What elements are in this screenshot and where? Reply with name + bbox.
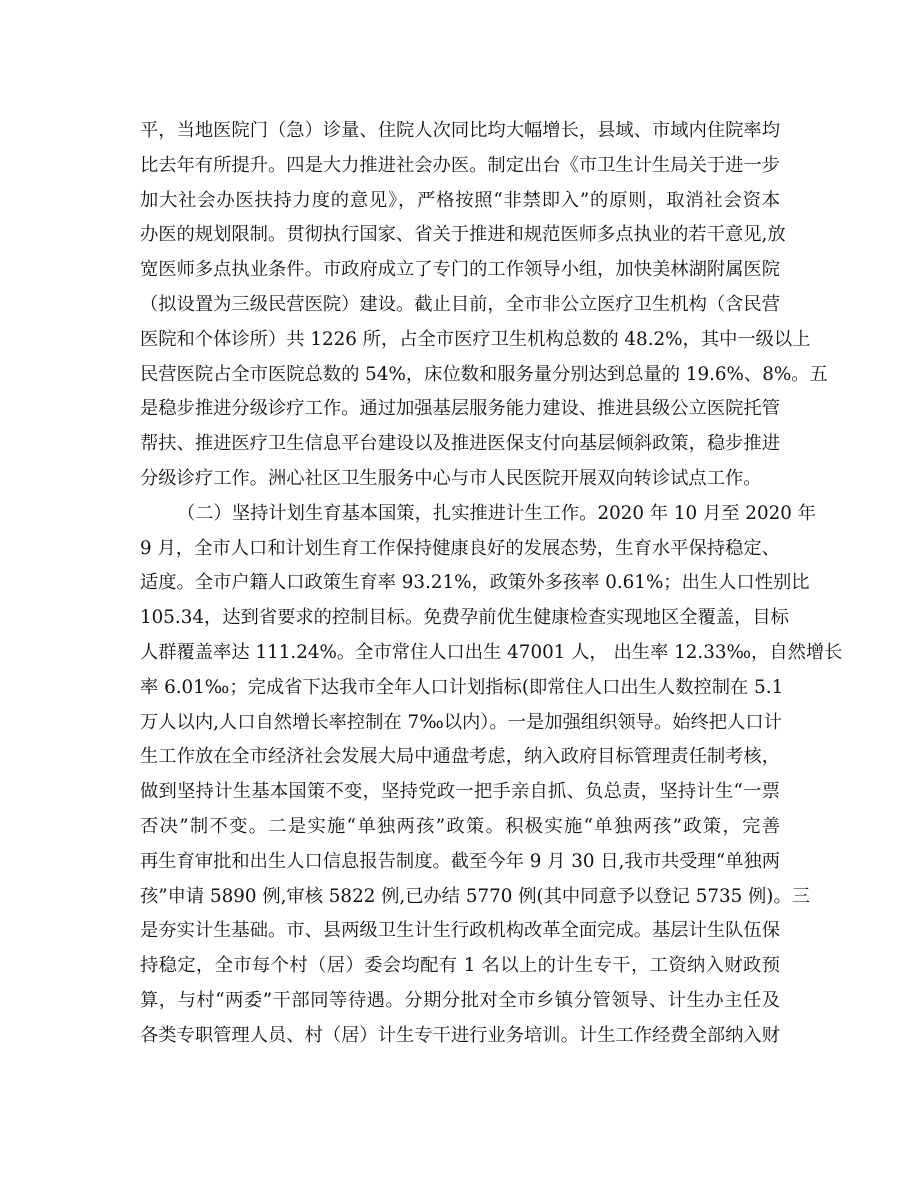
text-line: 生工作放在全市经济社会发展大局中通盘考虑，纳入政府目标管理责任制考核， [140, 746, 780, 768]
text-line: 率 6.01‰；完成省下达我市全年人口计划指标(即常住人口出生人数控制在 5.1 [140, 676, 784, 698]
text-line: 比去年有所提升。四是大力推进社会办医。制定出台《市卫生计生局关于进一步 [140, 154, 780, 176]
text-line: 民营医院占全市医院总数的 54%，床位数和服务量分别达到总量的 19.6%、8%。五 [140, 363, 828, 385]
document-body [140, 114, 843, 1054]
text-line: 分级诊疗工作。洲心社区卫生服务中心与市人民医院开展双向转诊试点工作。 [140, 467, 762, 489]
text-line: 适度。全市户籍人口政策生育率 93.21%，政策外多孩率 0.61%；出生人口性别比 [140, 572, 810, 594]
text-line: 平，当地医院门（急）诊量、住院人次同比均大幅增长，县域、市域内住院率均 [140, 120, 780, 141]
text-line: 否决”制不变。二是实施“单独两孩”政策。积极实施“单独两孩”政策，完善 [140, 815, 780, 837]
paragraph-1 [140, 114, 828, 497]
text-line: 人群覆盖率达 111.24%。全市常住人口出生 47001 人， 出生率 12.33‰，自然增长 [140, 641, 843, 663]
text-line: 医院和个体诊所）共 1226 所，占全市医疗卫生机构总数的 48.2%，其中一级以上 [140, 328, 811, 350]
text-line: （二）坚持计划生育基本国策，扎实推进计生工作。2020 年 10 月至 2020 年 [177, 502, 816, 524]
text-line: 9 月，全市人口和计划生育工作保持健康良好的发展态势，生育水平保持稳定、 [140, 537, 780, 559]
text-line: 持稳定，全市每个村（居）委会均配有 1 名以上的计生专干，工资纳入财政预 [140, 955, 780, 977]
text-line: 算，与村“两委”干部同等待遇。分期分批对全市乡镇分管领导、计生办主任及 [140, 989, 780, 1011]
text-line: 是夯实计生基础。市、县两级卫生计生行政机构改革全面完成。基层计生队伍保 [140, 920, 780, 942]
text-line: 办医的规划限制。贯彻执行国家、省关于推进和规范医师多点执业的若干意见,放 [140, 224, 786, 246]
text-line: 105.34，达到省要求的控制目标。免费孕前优生健康检查实现地区全覆盖，目标 [140, 607, 789, 629]
text-line: 孩”申请 5890 例,审核 5822 例,已办结 5770 例(其中同意予以登记 5735 例)。三 [140, 885, 811, 907]
text-line: 再生育审批和出生人口信息报告制度。截至今年 9 月 30 日,我市共受理“单独两 [140, 850, 781, 872]
paragraph-2 [140, 497, 843, 1054]
text-line: 是稳步推进分级诊疗工作。通过加强基层服务能力建设、推进县级公立医院托管 [140, 398, 780, 420]
text-line: 万人以内,人口自然增长率控制在 7‰以内）。一是加强组织领导。始终把人口计 [140, 711, 782, 733]
text-line: （拟设置为三级民营医院）建设。截止目前，全市非公立医疗卫生机构（含民营 [140, 293, 780, 315]
text-line: 做到坚持计生基本国策不变，坚持党政一把手亲自抓、负总责，坚持计生“一票 [140, 781, 780, 803]
text-line: 加大社会办医扶持力度的意见》，严格按照“非禁即入”的原则，取消社会资本 [140, 189, 780, 211]
text-line: 宽医师多点执业条件。市政府成立了专门的工作领导小组，加快美林湖附属医院 [140, 259, 780, 281]
text-line: 帮扶、推进医疗卫生信息平台建设以及推进医保支付向基层倾斜政策，稳步推进 [140, 433, 780, 455]
text-line: 各类专职管理人员、村（居）计生专干进行业务培训。计生工作经费全部纳入财 [140, 1024, 780, 1046]
